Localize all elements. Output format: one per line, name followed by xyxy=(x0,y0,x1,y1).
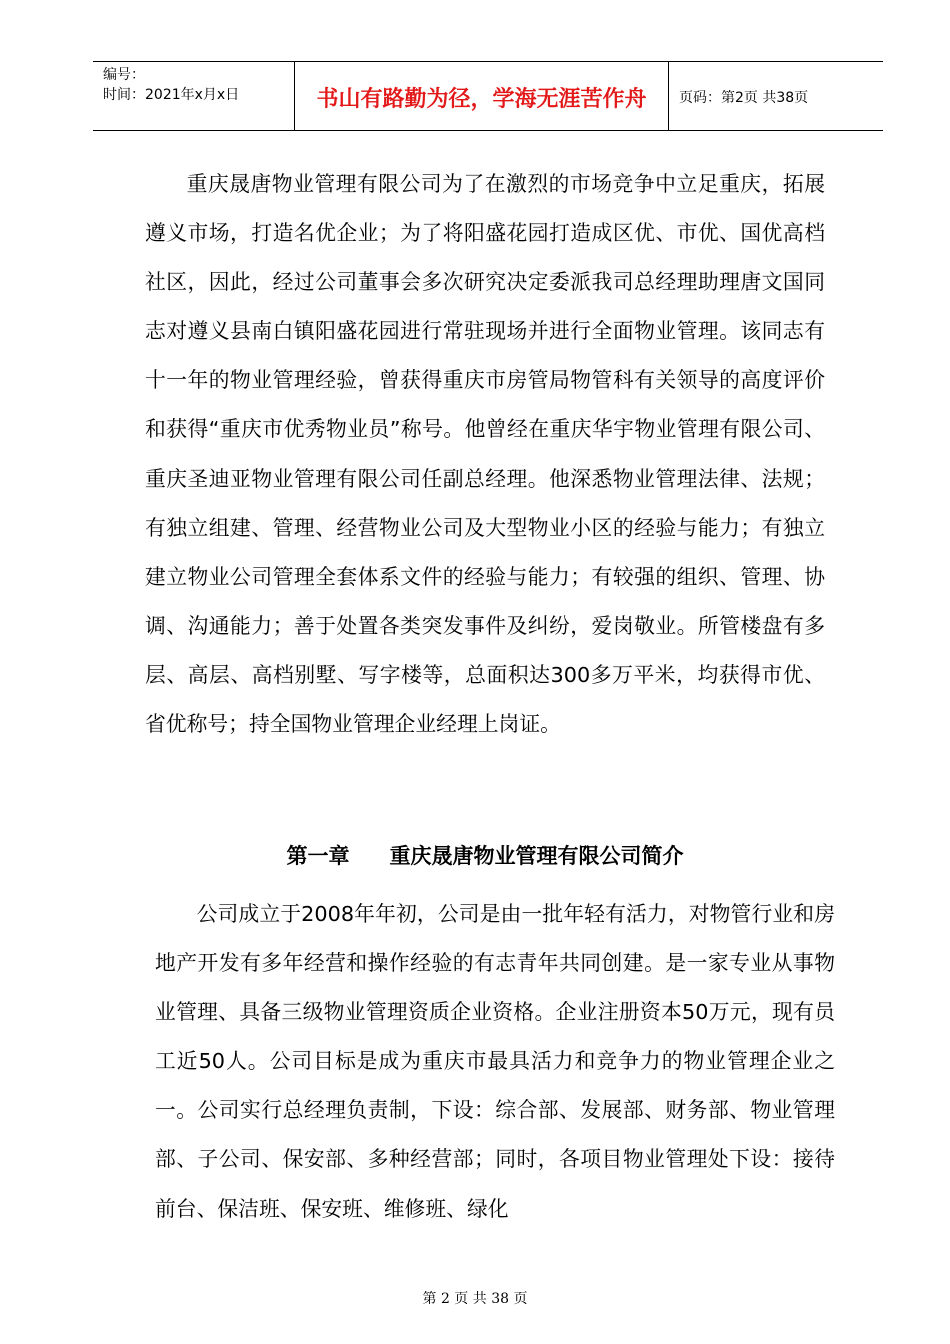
company-intro-paragraph: 公司成立于2008年年初，公司是由一批年轻有活力，对物管行业和房地产开发有多年经营和操作经验的有志青年共同创建。是一家专业从事物业管理、具备三级物业管理资质企业资格。企业注册资本50万元，现有员工近50人。公司目标是成为重庆市最具活力和竞争力的物业管理企业之一。公司实行总经理负责制，下设：综合部、发展部、财务部、物业管理部、子公司、保安部、多种经营部；同时，各项目物业管理处下设：接待前台、保洁班、保安班、维修班、绿化 xyxy=(155,902,835,1221)
header-page-number: 页码：第2页 共38页 xyxy=(679,90,809,106)
chapter-heading xyxy=(145,838,825,874)
chapter-title: 重庆晟唐物业管理有限公司简介 xyxy=(389,844,684,868)
serial-number-label: 编号： xyxy=(103,67,145,83)
header-meta-cell xyxy=(93,62,295,130)
page-footer: 第 2 页 共 38 页 xyxy=(422,1291,528,1307)
chapter-number: 第一章 xyxy=(286,844,350,868)
intro-paragraph: 重庆晟唐物业管理有限公司为了在激烈的市场竞争中立足重庆，拓展遵义市场，打造名优企业；为了将阳盛花园打造成区优、市优、国优高档社区，因此，经过公司董事会多次研究决定委派我司总经理助理唐文国同志对遵义县南白镇阳盛花园进行常驻现场并进行全面物业管理。该同志有十一年的物业管理经验，曾获得重庆市房管局物管科有关领导的高度评价和获得“重庆市优秀物业员”称号。他曾经在重庆华宇物业管理有限公司、重庆圣迪亚物业管理有限公司任副总经理。他深悉物业管理法律、法规；有独立组建、管理、经营物业公司及大型物业小区的经验与能力；有独立建立物业公司管理全套体系文件的经验与能力；有较强的组织、管理、协调、沟通能力；善于处置各类突发事件及纠纷，爱岗敬业。所管楼盘有多层、高层、高档别墅、写字楼等，总面积达300多万平米，均获得市优、省优称号；持全国物业管理企业经理上岗证。 xyxy=(145,172,825,737)
page-header xyxy=(93,61,883,131)
time-label: 时间：2021年x月x日 xyxy=(103,87,240,103)
header-page-cell xyxy=(669,62,883,130)
motto-text: 书山有路勤为径，学海无涯苦作舟 xyxy=(316,86,647,112)
header-motto-cell xyxy=(295,62,669,130)
